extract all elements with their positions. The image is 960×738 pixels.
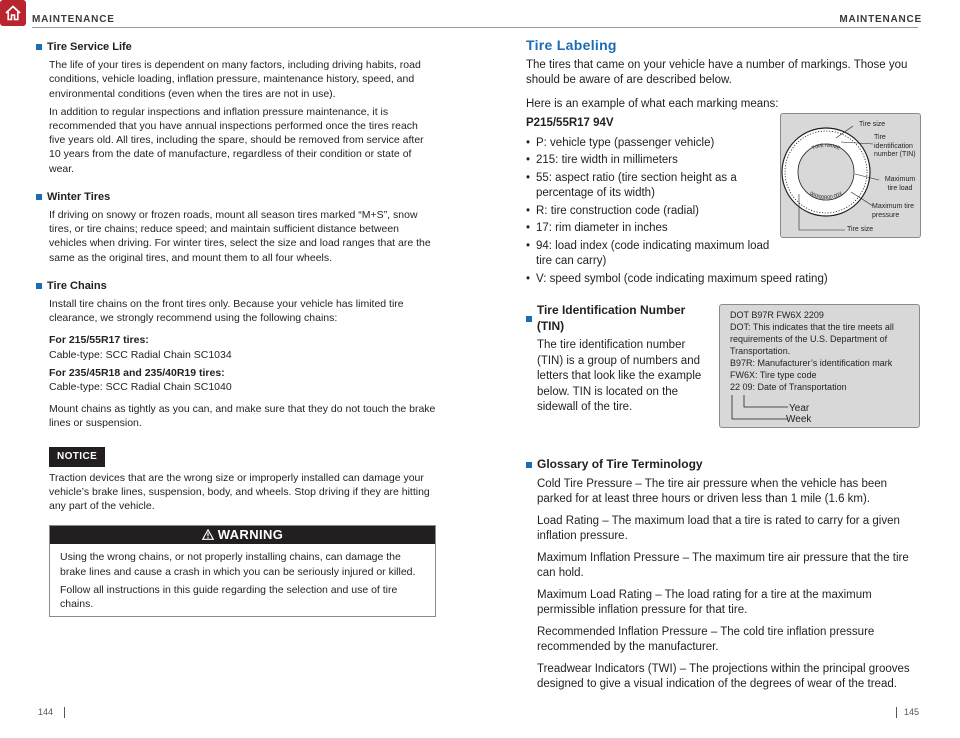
tire-code-bullet-item [526, 239, 772, 270]
tire-code-bullet-text: P: vehicle type (passenger vehicle) [536, 136, 715, 149]
section-heading-winter-tires: Winter Tires [36, 190, 436, 204]
diagram-label-tin: Tire identification number (TIN) [874, 134, 916, 158]
glossary-item: Cold Tire Pressure – The tire air pressure when the vehicle has been parked for at least three hours or driven less than 1 mile (1.6 km). [537, 477, 888, 505]
warning-paragraph-2: Follow all instructions in this guide regarding the selection and use of tire chains. [60, 583, 398, 611]
section-bullet-icon [36, 44, 42, 50]
warning-triangle-icon [202, 529, 214, 540]
tire-code-bullet-text: 17: rim diameter in inches [536, 222, 668, 234]
tin-example-line: FW6X: Tire type code [730, 370, 817, 380]
tin-example-lines [730, 309, 909, 393]
diagram-label-tire-size-bottom: Tire size [847, 226, 874, 233]
section-heading-tin: Tire Identification Number (TIN) [526, 303, 711, 334]
tin-example-line: B97R: Manufacturer’s identification mark [730, 358, 893, 368]
tire-chains-paragraph-2: Mount chains as tightly as you can, and make sure that they do not touch the brake lines or suspension. [49, 403, 436, 430]
glossary-item: Maximum Inflation Pressure – The maximum tire air pressure that the tire can hold. [537, 551, 909, 579]
page-number-divider-left [64, 707, 65, 718]
chain-spec-label-2: For 235/45R18 and 235/40R19 tires: [49, 366, 225, 379]
bullet-dot-icon: • [526, 272, 531, 285]
glossary-item: Treadwear Indicators (TWI) – The projections within the principal grooves designed to give a visual indication of the degrees of wear of the tread. [537, 662, 910, 690]
tin-example-line: 22 09: Date of Transportation [730, 382, 847, 392]
section-heading-tire-life: Tire Service Life [36, 40, 436, 54]
diagram-label-max-pressure: Maximum tire pressure [872, 203, 915, 219]
warning-box [49, 525, 436, 617]
notice-tag: NOTICE [49, 447, 105, 467]
bullet-dot-icon: • [526, 222, 531, 234]
page-number-divider-right [896, 707, 897, 718]
bullet-dot-icon: • [526, 204, 531, 217]
chain-spec-value-1: Cable-type: SCC Radial Chain SC1034 [49, 348, 232, 361]
page-number-right: 145 [904, 707, 920, 717]
warning-paragraph-1: Using the wrong chains, or not properly installing chains, can damage the brake lines and cause a crash in which you can be seriously injured or killed. [60, 551, 416, 578]
tire-code-bullet-text: R: tire construction code (radial) [536, 204, 699, 217]
tire-code-bullet-item [526, 136, 772, 152]
tin-example-line: DOT B97R FW6X 2209 [730, 310, 824, 320]
tire-code-bullet-text: 215: tire width in millimeters [536, 154, 678, 166]
tire-code-bullet-text: 55: aspect ratio (tire section height as a percentage of its width) [536, 171, 737, 199]
tire-code-bullet-item [526, 204, 772, 220]
svg-text:TIRE NAME [811, 143, 841, 152]
bullet-dot-icon: • [526, 154, 531, 166]
tire-code-bullet-text: 94: load index (code indicating maximum load tire can carry) [536, 239, 770, 267]
tin-year-label: Year [789, 403, 810, 414]
header-divider [32, 27, 918, 28]
glossary-item: Recommended Inflation Pressure – The cold tire inflation pressure recommended by the manufacturer. [537, 625, 875, 653]
tire-code-bullet-item [526, 221, 772, 237]
diagram-label-tire-size-top: Tire size [859, 121, 886, 128]
glossary-section [526, 457, 920, 699]
warning-header: WARNING [50, 526, 435, 544]
chain-spec-value-2: Cable-type: SCC Radial Chain SC1040 [49, 381, 232, 394]
tin-example-line: DOT: This indicates that the tire meets all requirements of the U.S. Department of Transportation. [730, 322, 894, 356]
tire-code-bullet-item [526, 153, 772, 169]
page-number-left: 144 [38, 707, 54, 717]
svg-text:000/00R00 00X [808, 190, 844, 201]
bullet-dot-icon: • [526, 171, 531, 184]
section-bullet-icon [36, 283, 42, 289]
tire-code-bullet-item [526, 171, 772, 202]
winter-tires-paragraph: If driving on snowy or frozen roads, mount all season tires marked “M+S”, snow tires, or tire chains; reduce speed; and maintain sufficient distance between vehicles when driving. For winter tires, select the size and load ranges that are the same as the original tires, and mount them to all four wheels. [49, 209, 431, 264]
left-column [36, 40, 436, 617]
page-title-tire-labeling: Tire Labeling [526, 37, 617, 53]
labeling-paragraph-1: The tires that came on your vehicle have a number of markings. Those you should be aware of are described below. [526, 58, 908, 86]
tire-life-paragraph-1: The life of your tires is dependent on many factors, including driving habits, road conditions, vehicle loading, inflation pressure, maintenance history, speed, and environmental conditions (even when the tires are not in use). [49, 59, 421, 100]
sidewall-tire-size: 000/00R00 00X [808, 190, 844, 202]
tin-example-box [719, 304, 920, 428]
bullet-dot-icon: • [526, 239, 531, 252]
diagram-label-max-load: Maximum tire load [884, 176, 916, 192]
tire-code-bullet-item [526, 272, 921, 288]
header-section-label-right: MAINTENANCE [839, 14, 922, 25]
home-icon [4, 4, 22, 22]
home-button[interactable] [0, 0, 26, 26]
section-bullet-icon [526, 462, 532, 468]
header-section-label-left: MAINTENANCE [32, 14, 115, 25]
chain-spec-label-1: For 215/55R17 tires: [49, 334, 149, 347]
section-bullet-icon [526, 316, 532, 322]
tire-code-bullet-text: V: speed symbol (code indicating maximum speed rating) [536, 272, 828, 285]
notice-block [36, 447, 436, 514]
tin-paragraph: The tire identification number (TIN) is a group of numbers and letters that look like the example below. TIN is located on the sidewall of the tire. [537, 339, 702, 413]
glossary-list [526, 477, 920, 693]
tire-life-paragraph-2: In addition to regular inspections and inflation pressure maintenance, it is recommended that you have annual inspections performed once the tires reach five years old. All tires, including the spare, should be removed from service after 10 years from the date of manufacture, regardless of their condition or state of wear. [49, 105, 424, 175]
section-bullet-icon [36, 194, 42, 200]
bullet-dot-icon: • [526, 136, 531, 149]
labeling-paragraph-2: Here is an example of what each marking means: [526, 97, 779, 110]
section-heading-glossary: Glossary of Tire Terminology [526, 457, 920, 473]
tin-week-label: Week [786, 414, 812, 425]
glossary-item: Load Rating – The maximum load that a tire is rated to carry for a given inflation pressure. [537, 514, 900, 542]
tire-code-example: P215/55R17 94V [526, 117, 614, 129]
sidewall-tire-name: TIRE NAME [811, 142, 841, 152]
notice-text: Traction devices that are the wrong size or improperly installed can damage your vehicle’s brake lines, suspension, body, and wheels. Stop driving if they are hitting any part of the vehicle. [49, 471, 430, 513]
glossary-item: Maximum Load Rating – The load rating for a tire at the maximum permissible inflation pressure for that tire. [537, 588, 872, 616]
tire-diagram [780, 113, 921, 238]
tin-section [526, 303, 711, 416]
section-heading-tire-chains: Tire Chains [36, 279, 436, 293]
tire-chains-paragraph-1: Install tire chains on the front tires only. Because your vehicle has limited tire clearance, we strongly recommend using the following chains: [49, 298, 404, 325]
